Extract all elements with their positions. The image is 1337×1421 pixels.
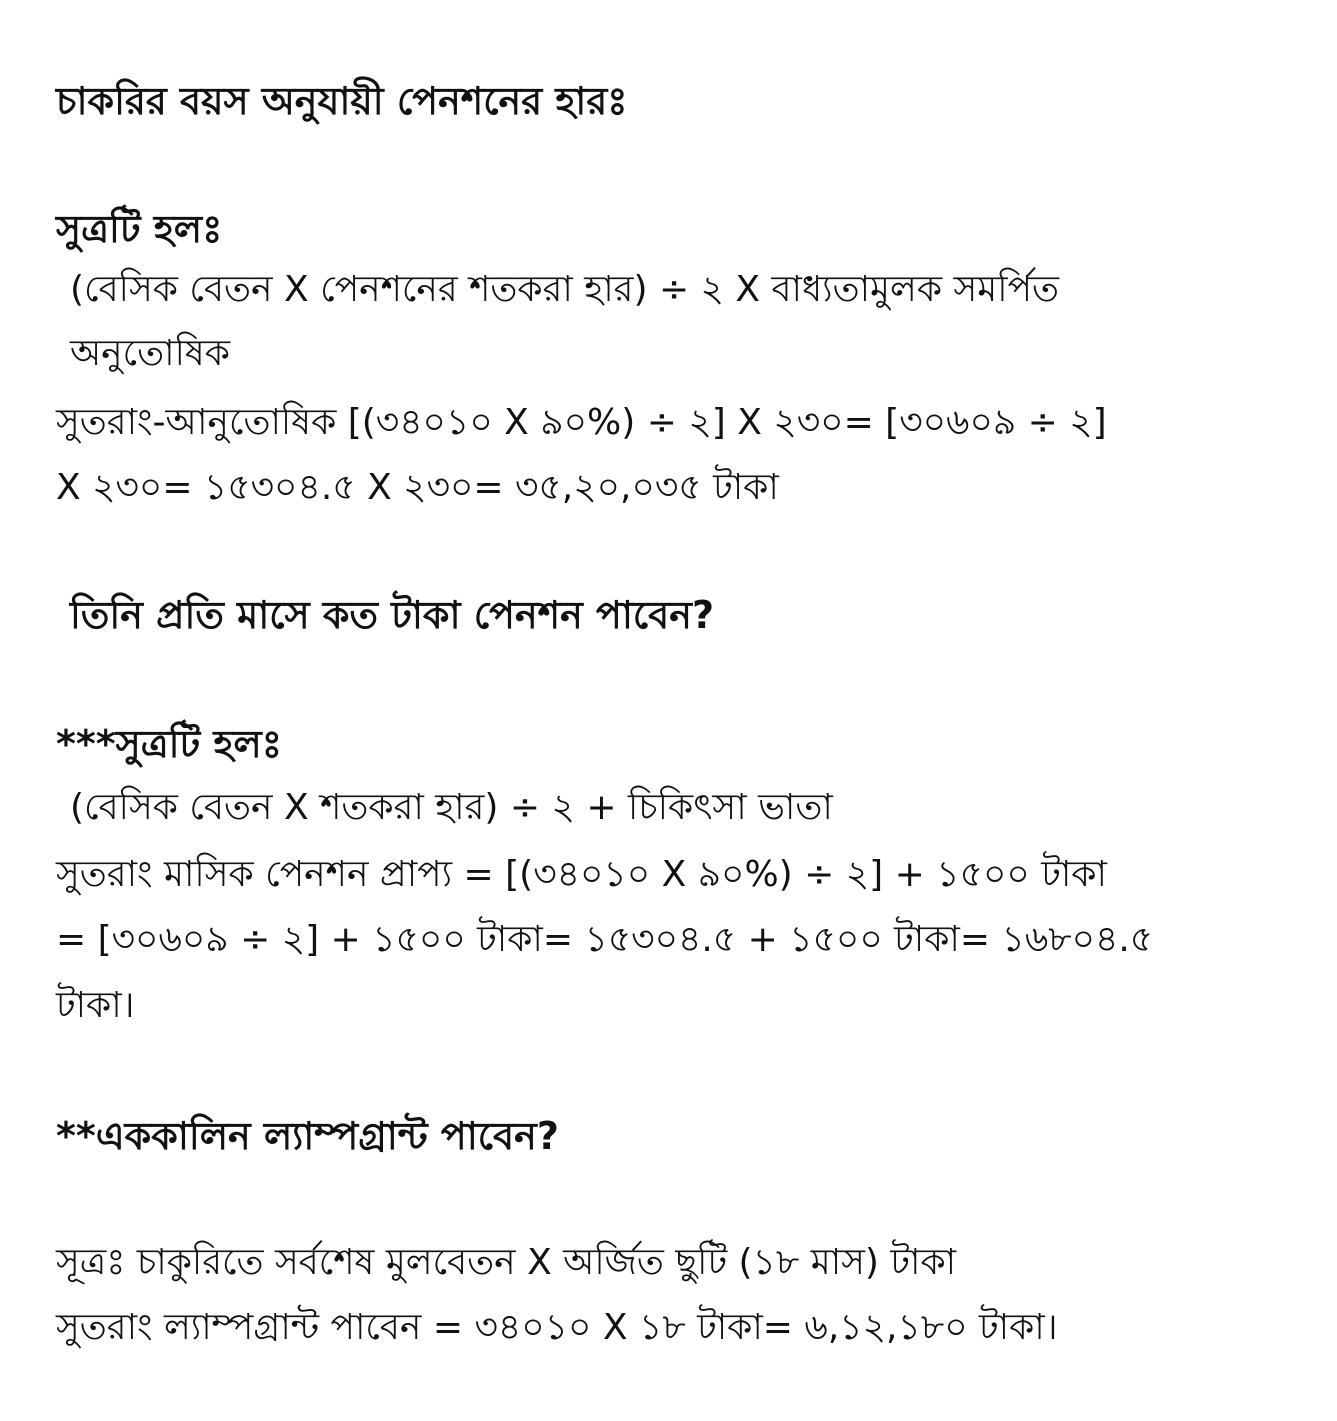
monthly-calc-line-1: সুতরাং মাসিক পেনশন প্রাপ্য = [(৩৪০১০ X ৯০%) ÷ ২] + ১৫০০ টাকা	[56, 854, 1107, 895]
monthly-pension-question: তিনি প্রতি মাসে কত টাকা পেনশন পাবেন?	[70, 593, 714, 637]
monthly-formula-line: (বেসিক বেতন X শতকরা হার) ÷ ২ + চিকিৎসা ভাতা	[70, 787, 833, 828]
gratuity-formula-line-1: (বেসিক বেতন X পেনশনের শতকরা হার) ÷ ২ X বাধ্যতামুলক সমর্পিত	[70, 269, 1060, 310]
gratuity-formula-line-2: অনুতোষিক	[70, 333, 230, 374]
lumpgrant-calc-line: সুতরাং ল্যাম্পগ্রান্ট পাবেন = ৩৪০১০ X ১৮ টাকা= ৬,১২,১৮০ টাকা।	[56, 1307, 1058, 1348]
monthly-calc-line-2: = [৩০৬০৯ ÷ ২] + ১৫০০ টাকা= ১৫৩০৪.৫ + ১৫০০ টাকা= ১৬৮০৪.৫	[56, 919, 1154, 960]
monthly-calc-line-3: টাকা।	[56, 985, 135, 1026]
monthly-formula-heading: ***সুত্রটি হলঃ	[56, 722, 282, 766]
gratuity-calc-line-2: X ২৩০= ১৫৩০৪.৫ X ২৩০= ৩৫,২০,০৩৫ টাকা	[56, 467, 779, 508]
lumpgrant-formula-line: সূত্রঃ চাকুরিতে সর্বশেষ মুলবেতন X অর্জিত ছুটি (১৮ মাস) টাকা	[56, 1242, 957, 1283]
gratuity-calc-line-1: সুতরাং-আনুতোষিক [(৩৪০১০ X ৯০%) ÷ ২] X ২৩০= [৩০৬০৯ ÷ ২]	[56, 402, 1107, 443]
lumpgrant-question: **এককালিন ল্যাম্পগ্রান্ট পাবেন?	[56, 1114, 559, 1158]
heading-pension-rate: চাকরির বয়স অনুযায়ী পেনশনের হারঃ	[56, 79, 628, 123]
gratuity-formula-heading: সুত্রটি হলঃ	[56, 207, 223, 251]
